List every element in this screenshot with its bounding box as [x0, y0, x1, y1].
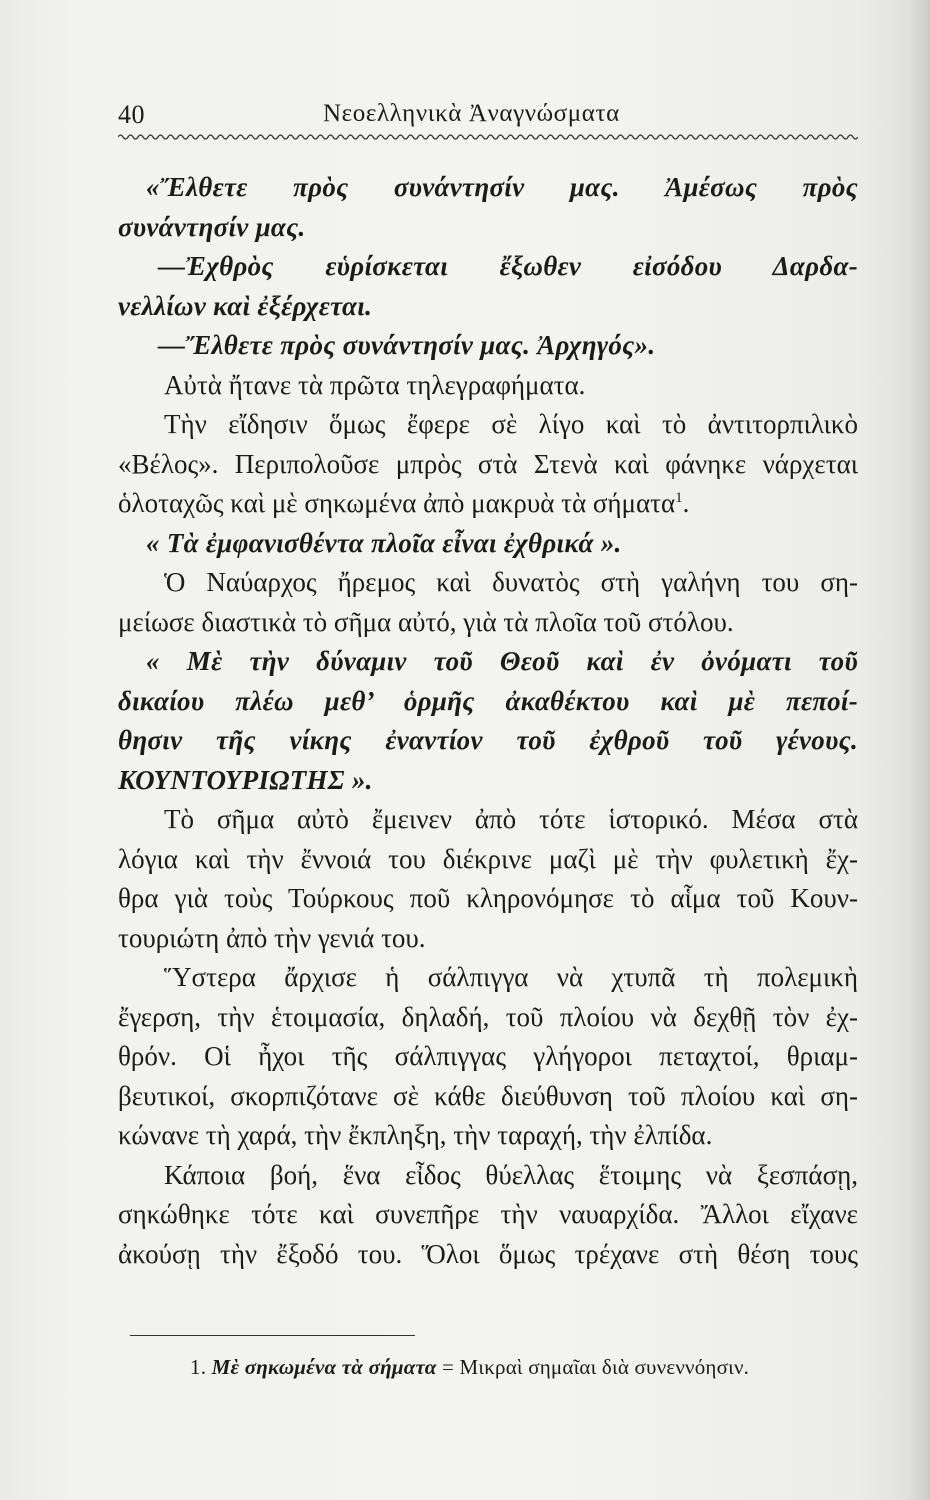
text-line: σηκώθηκε τότε καὶ συνεπῆρε τὴν ναυαρχίδα. Ἄλλοι εἴχανε: [118, 1199, 858, 1229]
text-line: θησιν τῆς νίκης ἐναντίον τοῦ ἐχθροῦ τοῦ γένους.: [118, 725, 858, 755]
page-number: 40: [118, 100, 145, 129]
text-line: θρόν. Οἱ ἦχοι τῆς σάλπιγγας γλήγοροι πεταχτοί, θριαμ-: [118, 1041, 858, 1071]
footnote-definition: Μικραὶ σημαῖαι διὰ συνεννόησιν.: [459, 1355, 750, 1379]
text-line: συνάντησίν μας.: [118, 211, 306, 242]
page-header: [118, 100, 858, 136]
text-line: «Ἔλθετε πρὸς συνάντησίν μας. Ἀμέσως πρὸς: [146, 172, 858, 202]
text-line: κώνανε τὴ χαρά, τὴν ἔκπληξη, τὴν ταραχή, τὴν ἐλπίδα.: [118, 1120, 713, 1150]
text-line: « Μὲ τὴν δύναμιν τοῦ Θεοῦ καὶ ἐν ὀνόματι τοῦ: [146, 646, 858, 676]
wavy-header-rule: [118, 133, 858, 141]
text-line: ΚΟΥΝΤΟΥΡΙΩΤΗΣ ».: [118, 764, 373, 795]
text-line: —Ἔλθετε πρὸς συνάντησίν μας. Ἀρχηγός».: [158, 330, 656, 360]
body-text: [118, 168, 858, 1274]
footnote: [190, 1355, 870, 1380]
text-line: λόγια καὶ τὴν ἔννοιά του διέκρινε μαζὶ μὲ τὴν φυλετικὴ ἔχ-: [118, 843, 858, 874]
text-line: —Ἐχθρὸς εὑρίσκεται ἔξωθεν εἰσόδου Δαρδα-: [158, 251, 858, 281]
footnote-term: Μὲ σηκωμένα τὰ σήματα: [211, 1355, 437, 1379]
text-line: Ὕστερα ἄρχισε ἡ σάλπιγγα νὰ χτυπᾶ τὴ πολεμικὴ: [164, 962, 858, 992]
page-edge-shadow: [908, 0, 930, 1500]
text-line: νελλίων καὶ ἐξέρχεται.: [118, 290, 373, 321]
text-line: Κάποια βοή, ἕνα εἶδος θύελλας ἕτοιμης νὰ ξεσπάσῃ,: [164, 1159, 858, 1190]
text-line: «Βέλος». Περιπολοῦσε μπρὸς στὰ Στενὰ καὶ φάνηκε νάρχεται: [118, 448, 858, 479]
text-line: θρα γιὰ τοὺς Τούρκους ποῦ κληρονόμησε τὸ αἷμα τοῦ Κουν-: [118, 883, 858, 913]
text-line: ὁλοταχῶς καὶ μὲ σηκωμένα ἀπὸ μακρυὰ τὰ σήματα$^1$.: [118, 488, 690, 518]
text-line: μείωσε διαστικὰ τὸ σῆμα αὐτό, γιὰ τὰ πλοῖα τοῦ στόλου.: [118, 606, 734, 637]
text-line: « Τὰ ἐμφανισθέντα πλοῖα εἶναι ἐχθρικά ».: [146, 527, 622, 558]
text-line: βευτικοί, σκορπιζότανε σὲ κάθε διεύθυνση τοῦ πλοίου καὶ ση-: [118, 1080, 858, 1111]
text-line: Τὴν εἴδησιν ὅμως ἔφερε σὲ λίγο καὶ τὸ ἀντιτορπιλικὸ: [164, 409, 858, 439]
text-line: Αὐτὰ ἤτανε τὰ πρῶτα τηλεγραφήματα.: [164, 369, 586, 400]
footnote-separator: =: [442, 1355, 455, 1379]
text-line: δικαίου πλέω μεθ’ ὁρμῆς ἀκαθέκτου καὶ μὲ πεποί-: [118, 685, 858, 716]
footnote-marker: 1: [675, 490, 683, 506]
footnote-number: 1.: [190, 1355, 207, 1379]
text-line: τουριώτη ἀπὸ τὴν γενιά του.: [118, 922, 426, 953]
text-line-content: ὁλοταχῶς καὶ μὲ σηκωμένα ἀπὸ μακρυὰ τὰ σήματα: [118, 488, 676, 518]
text-line: ἀκούσῃ τὴν ἔξοδό του. Ὅλοι ὅμως τρέχανε στὴ θέση τους: [118, 1238, 858, 1269]
running-title: Νεοελληνικὰ Ἀναγνώσματα: [323, 100, 620, 127]
text-line: Ὁ Ναύαρχος ἤρεμος καὶ δυνατὸς στὴ γαλήνη του ση-: [164, 567, 858, 597]
text-line: ἔγερση, τὴν ἑτοιμασία, δηλαδή, τοῦ πλοίου νὰ δεχθῇ τὸν ἐχ-: [118, 1001, 858, 1032]
footnote-rule: [130, 1335, 415, 1336]
text-line: Τὸ σῆμα αὐτὸ ἔμεινεν ἀπὸ τότε ἱστορικό. Μέσα στὰ: [164, 804, 858, 834]
